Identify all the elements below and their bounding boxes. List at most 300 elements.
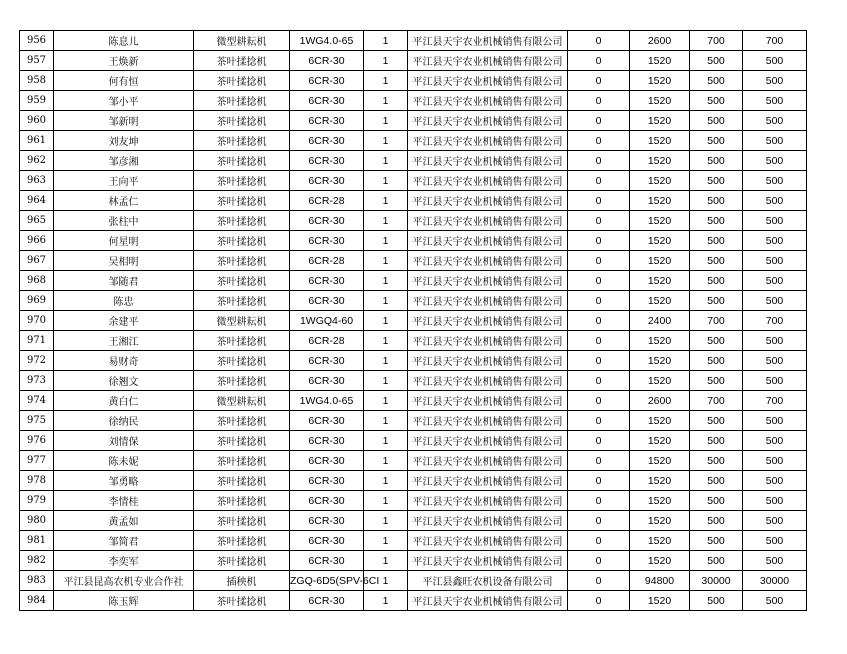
model-cell: 6CR-28 bbox=[290, 191, 364, 211]
quantity-cell: 1 bbox=[364, 31, 408, 51]
subsidy-cell: 500 bbox=[690, 551, 743, 571]
table-row bbox=[20, 91, 807, 111]
machine-type-cell: 茶叶揉捻机 bbox=[194, 191, 290, 211]
name-cell: 吴相明 bbox=[54, 251, 194, 271]
model-cell: 6CR-30 bbox=[290, 591, 364, 611]
dealer-cell: 平江县鑫旺农机设备有限公司 bbox=[408, 571, 568, 591]
price-cell: 1520 bbox=[630, 271, 690, 291]
machine-type-cell: 茶叶揉捻机 bbox=[194, 231, 290, 251]
quantity-cell: 1 bbox=[364, 111, 408, 131]
model-cell: 6CR-30 bbox=[290, 551, 364, 571]
quantity-cell: 1 bbox=[364, 171, 408, 191]
dealer-cell: 平江县天宇农业机械销售有限公司 bbox=[408, 171, 568, 191]
machine-type-cell: 微型耕耘机 bbox=[194, 31, 290, 51]
amount-cell: 0 bbox=[568, 511, 630, 531]
row-number: 979 bbox=[20, 491, 54, 511]
total-subsidy-cell: 500 bbox=[743, 531, 807, 551]
table-row bbox=[20, 591, 807, 611]
dealer-cell: 平江县天宇农业机械销售有限公司 bbox=[408, 411, 568, 431]
name-cell: 徐翘文 bbox=[54, 371, 194, 391]
dealer-cell: 平江县天宇农业机械销售有限公司 bbox=[408, 131, 568, 151]
quantity-cell: 1 bbox=[364, 571, 408, 591]
model-cell: 6CR-30 bbox=[290, 291, 364, 311]
amount-cell: 0 bbox=[568, 491, 630, 511]
quantity-cell: 1 bbox=[364, 471, 408, 491]
name-cell: 王焕新 bbox=[54, 51, 194, 71]
subsidy-cell: 500 bbox=[690, 511, 743, 531]
subsidy-cell: 700 bbox=[690, 391, 743, 411]
dealer-cell: 平江县天宇农业机械销售有限公司 bbox=[408, 451, 568, 471]
subsidy-cell: 500 bbox=[690, 191, 743, 211]
model-cell: 6CR-28 bbox=[290, 331, 364, 351]
table-row bbox=[20, 191, 807, 211]
total-subsidy-cell: 500 bbox=[743, 71, 807, 91]
price-cell: 2600 bbox=[630, 391, 690, 411]
price-cell: 1520 bbox=[630, 91, 690, 111]
price-cell: 1520 bbox=[630, 291, 690, 311]
amount-cell: 0 bbox=[568, 391, 630, 411]
quantity-cell: 1 bbox=[364, 211, 408, 231]
row-number: 970 bbox=[20, 311, 54, 331]
amount-cell: 0 bbox=[568, 171, 630, 191]
row-number: 956 bbox=[20, 31, 54, 51]
machine-type-cell: 茶叶揉捻机 bbox=[194, 51, 290, 71]
table-row bbox=[20, 371, 807, 391]
row-number: 975 bbox=[20, 411, 54, 431]
dealer-cell: 平江县天宇农业机械销售有限公司 bbox=[408, 211, 568, 231]
machine-type-cell: 微型耕耘机 bbox=[194, 391, 290, 411]
machine-type-cell: 茶叶揉捻机 bbox=[194, 431, 290, 451]
amount-cell: 0 bbox=[568, 531, 630, 551]
dealer-cell: 平江县天宇农业机械销售有限公司 bbox=[408, 431, 568, 451]
dealer-cell: 平江县天宇农业机械销售有限公司 bbox=[408, 271, 568, 291]
dealer-cell: 平江县天宇农业机械销售有限公司 bbox=[408, 551, 568, 571]
dealer-cell: 平江县天宇农业机械销售有限公司 bbox=[408, 391, 568, 411]
price-cell: 1520 bbox=[630, 431, 690, 451]
name-cell: 邹新明 bbox=[54, 111, 194, 131]
model-cell: 6CR-30 bbox=[290, 351, 364, 371]
dealer-cell: 平江县天宇农业机械销售有限公司 bbox=[408, 71, 568, 91]
price-cell: 94800 bbox=[630, 571, 690, 591]
machine-type-cell: 茶叶揉捻机 bbox=[194, 151, 290, 171]
total-subsidy-cell: 500 bbox=[743, 211, 807, 231]
model-cell: 6CR-30 bbox=[290, 131, 364, 151]
quantity-cell: 1 bbox=[364, 351, 408, 371]
model-cell: 6CR-30 bbox=[290, 71, 364, 91]
model-cell: 6CR-30 bbox=[290, 151, 364, 171]
row-number: 958 bbox=[20, 71, 54, 91]
subsidy-cell: 500 bbox=[690, 111, 743, 131]
machine-type-cell: 茶叶揉捻机 bbox=[194, 531, 290, 551]
subsidy-cell: 700 bbox=[690, 311, 743, 331]
model-cell: 6CR-30 bbox=[290, 371, 364, 391]
name-cell: 易财奇 bbox=[54, 351, 194, 371]
price-cell: 1520 bbox=[630, 371, 690, 391]
machine-type-cell: 茶叶揉捻机 bbox=[194, 291, 290, 311]
table-row bbox=[20, 151, 807, 171]
row-number: 980 bbox=[20, 511, 54, 531]
table-row bbox=[20, 51, 807, 71]
machine-type-cell: 茶叶揉捻机 bbox=[194, 591, 290, 611]
machine-type-cell: 茶叶揉捻机 bbox=[194, 111, 290, 131]
row-number: 957 bbox=[20, 51, 54, 71]
name-cell: 邹随君 bbox=[54, 271, 194, 291]
table-row bbox=[20, 111, 807, 131]
dealer-cell: 平江县天宇农业机械销售有限公司 bbox=[408, 291, 568, 311]
model-cell: 6CR-30 bbox=[290, 111, 364, 131]
table-row bbox=[20, 411, 807, 431]
price-cell: 1520 bbox=[630, 551, 690, 571]
name-cell: 平江县昆高农机专业合作社 bbox=[54, 571, 194, 591]
quantity-cell: 1 bbox=[364, 91, 408, 111]
machine-type-cell: 茶叶揉捻机 bbox=[194, 351, 290, 371]
amount-cell: 0 bbox=[568, 371, 630, 391]
dealer-cell: 平江县天宇农业机械销售有限公司 bbox=[408, 511, 568, 531]
quantity-cell: 1 bbox=[364, 531, 408, 551]
model-cell: 6CR-30 bbox=[290, 271, 364, 291]
total-subsidy-cell: 700 bbox=[743, 311, 807, 331]
table-row bbox=[20, 231, 807, 251]
row-number: 959 bbox=[20, 91, 54, 111]
subsidy-cell: 500 bbox=[690, 171, 743, 191]
subsidy-cell: 500 bbox=[690, 591, 743, 611]
amount-cell: 0 bbox=[568, 91, 630, 111]
subsidy-cell: 500 bbox=[690, 251, 743, 271]
row-number: 962 bbox=[20, 151, 54, 171]
model-cell: 6CR-30 bbox=[290, 471, 364, 491]
subsidy-cell: 500 bbox=[690, 351, 743, 371]
row-number: 960 bbox=[20, 111, 54, 131]
total-subsidy-cell: 500 bbox=[743, 511, 807, 531]
amount-cell: 0 bbox=[568, 131, 630, 151]
price-cell: 1520 bbox=[630, 231, 690, 251]
quantity-cell: 1 bbox=[364, 231, 408, 251]
total-subsidy-cell: 500 bbox=[743, 591, 807, 611]
quantity-cell: 1 bbox=[364, 511, 408, 531]
subsidy-cell: 500 bbox=[690, 491, 743, 511]
dealer-cell: 平江县天宇农业机械销售有限公司 bbox=[408, 111, 568, 131]
quantity-cell: 1 bbox=[364, 371, 408, 391]
price-cell: 1520 bbox=[630, 211, 690, 231]
subsidy-cell: 500 bbox=[690, 51, 743, 71]
machine-type-cell: 茶叶揉捻机 bbox=[194, 171, 290, 191]
row-number: 984 bbox=[20, 591, 54, 611]
price-cell: 1520 bbox=[630, 591, 690, 611]
model-cell: 6CR-30 bbox=[290, 211, 364, 231]
model-cell: 6CR-30 bbox=[290, 491, 364, 511]
dealer-cell: 平江县天宇农业机械销售有限公司 bbox=[408, 351, 568, 371]
quantity-cell: 1 bbox=[364, 391, 408, 411]
model-cell: 6CR-30 bbox=[290, 531, 364, 551]
price-cell: 1520 bbox=[630, 471, 690, 491]
row-number: 982 bbox=[20, 551, 54, 571]
price-cell: 1520 bbox=[630, 491, 690, 511]
row-number: 973 bbox=[20, 371, 54, 391]
total-subsidy-cell: 500 bbox=[743, 171, 807, 191]
machine-type-cell: 茶叶揉捻机 bbox=[194, 211, 290, 231]
machine-type-cell: 茶叶揉捻机 bbox=[194, 371, 290, 391]
subsidy-cell: 30000 bbox=[690, 571, 743, 591]
total-subsidy-cell: 500 bbox=[743, 51, 807, 71]
name-cell: 邹勇略 bbox=[54, 471, 194, 491]
name-cell: 邹简君 bbox=[54, 531, 194, 551]
subsidy-cell: 500 bbox=[690, 271, 743, 291]
machine-type-cell: 茶叶揉捻机 bbox=[194, 511, 290, 531]
subsidy-cell: 500 bbox=[690, 471, 743, 491]
dealer-cell: 平江县天宇农业机械销售有限公司 bbox=[408, 331, 568, 351]
price-cell: 1520 bbox=[630, 251, 690, 271]
total-subsidy-cell: 500 bbox=[743, 151, 807, 171]
quantity-cell: 1 bbox=[364, 51, 408, 71]
total-subsidy-cell: 500 bbox=[743, 451, 807, 471]
quantity-cell: 1 bbox=[364, 191, 408, 211]
subsidy-cell: 500 bbox=[690, 231, 743, 251]
table-row bbox=[20, 271, 807, 291]
price-cell: 1520 bbox=[630, 171, 690, 191]
quantity-cell: 1 bbox=[364, 151, 408, 171]
total-subsidy-cell: 500 bbox=[743, 471, 807, 491]
price-cell: 1520 bbox=[630, 191, 690, 211]
machine-type-cell: 茶叶揉捻机 bbox=[194, 451, 290, 471]
model-cell: 6CR-30 bbox=[290, 431, 364, 451]
amount-cell: 0 bbox=[568, 431, 630, 451]
subsidy-cell: 500 bbox=[690, 531, 743, 551]
total-subsidy-cell: 700 bbox=[743, 391, 807, 411]
row-number: 965 bbox=[20, 211, 54, 231]
price-cell: 1520 bbox=[630, 151, 690, 171]
name-cell: 邹小平 bbox=[54, 91, 194, 111]
table-row bbox=[20, 531, 807, 551]
subsidy-cell: 500 bbox=[690, 371, 743, 391]
total-subsidy-cell: 500 bbox=[743, 111, 807, 131]
dealer-cell: 平江县天宇农业机械销售有限公司 bbox=[408, 31, 568, 51]
subsidy-cell: 700 bbox=[690, 31, 743, 51]
table-row bbox=[20, 131, 807, 151]
dealer-cell: 平江县天宇农业机械销售有限公司 bbox=[408, 91, 568, 111]
dealer-cell: 平江县天宇农业机械销售有限公司 bbox=[408, 371, 568, 391]
dealer-cell: 平江县天宇农业机械销售有限公司 bbox=[408, 231, 568, 251]
total-subsidy-cell: 500 bbox=[743, 231, 807, 251]
row-number: 964 bbox=[20, 191, 54, 211]
amount-cell: 0 bbox=[568, 231, 630, 251]
table-row bbox=[20, 31, 807, 51]
name-cell: 黄孟如 bbox=[54, 511, 194, 531]
row-number: 983 bbox=[20, 571, 54, 591]
amount-cell: 0 bbox=[568, 351, 630, 371]
machine-type-cell: 微型耕耘机 bbox=[194, 311, 290, 331]
price-cell: 1520 bbox=[630, 131, 690, 151]
subsidy-cell: 500 bbox=[690, 131, 743, 151]
total-subsidy-cell: 500 bbox=[743, 291, 807, 311]
table-row bbox=[20, 511, 807, 531]
subsidy-cell: 500 bbox=[690, 211, 743, 231]
dealer-cell: 平江县天宇农业机械销售有限公司 bbox=[408, 251, 568, 271]
amount-cell: 0 bbox=[568, 591, 630, 611]
row-number: 974 bbox=[20, 391, 54, 411]
table-row bbox=[20, 571, 807, 591]
dealer-cell: 平江县天宇农业机械销售有限公司 bbox=[408, 191, 568, 211]
dealer-cell: 平江县天宇农业机械销售有限公司 bbox=[408, 591, 568, 611]
quantity-cell: 1 bbox=[364, 491, 408, 511]
row-number: 967 bbox=[20, 251, 54, 271]
name-cell: 陈忠 bbox=[54, 291, 194, 311]
amount-cell: 0 bbox=[568, 111, 630, 131]
price-cell: 1520 bbox=[630, 411, 690, 431]
quantity-cell: 1 bbox=[364, 331, 408, 351]
dealer-cell: 平江县天宇农业机械销售有限公司 bbox=[408, 51, 568, 71]
amount-cell: 0 bbox=[568, 291, 630, 311]
model-cell: ZGQ-6D5(SPV-6CI bbox=[290, 571, 364, 591]
row-number: 966 bbox=[20, 231, 54, 251]
total-subsidy-cell: 500 bbox=[743, 91, 807, 111]
table-row bbox=[20, 451, 807, 471]
total-subsidy-cell: 500 bbox=[743, 131, 807, 151]
name-cell: 徐纳民 bbox=[54, 411, 194, 431]
total-subsidy-cell: 30000 bbox=[743, 571, 807, 591]
amount-cell: 0 bbox=[568, 571, 630, 591]
subsidy-cell: 500 bbox=[690, 431, 743, 451]
amount-cell: 0 bbox=[568, 451, 630, 471]
machine-type-cell: 茶叶揉捻机 bbox=[194, 271, 290, 291]
name-cell: 陈未妮 bbox=[54, 451, 194, 471]
name-cell: 何有恒 bbox=[54, 71, 194, 91]
machine-type-cell: 茶叶揉捻机 bbox=[194, 91, 290, 111]
amount-cell: 0 bbox=[568, 151, 630, 171]
table-row bbox=[20, 491, 807, 511]
total-subsidy-cell: 500 bbox=[743, 371, 807, 391]
subsidy-cell: 500 bbox=[690, 411, 743, 431]
quantity-cell: 1 bbox=[364, 291, 408, 311]
total-subsidy-cell: 700 bbox=[743, 31, 807, 51]
quantity-cell: 1 bbox=[364, 251, 408, 271]
price-cell: 1520 bbox=[630, 351, 690, 371]
name-cell: 何星明 bbox=[54, 231, 194, 251]
total-subsidy-cell: 500 bbox=[743, 331, 807, 351]
table-row bbox=[20, 171, 807, 191]
row-number: 976 bbox=[20, 431, 54, 451]
price-cell: 1520 bbox=[630, 111, 690, 131]
total-subsidy-cell: 500 bbox=[743, 351, 807, 371]
model-cell: 6CR-30 bbox=[290, 411, 364, 431]
subsidy-cell: 500 bbox=[690, 331, 743, 351]
dealer-cell: 平江县天宇农业机械销售有限公司 bbox=[408, 311, 568, 331]
amount-cell: 0 bbox=[568, 311, 630, 331]
machine-type-cell: 茶叶揉捻机 bbox=[194, 71, 290, 91]
name-cell: 李情桂 bbox=[54, 491, 194, 511]
machine-type-cell: 茶叶揉捻机 bbox=[194, 411, 290, 431]
machine-type-cell: 茶叶揉捻机 bbox=[194, 251, 290, 271]
row-number: 978 bbox=[20, 471, 54, 491]
price-cell: 1520 bbox=[630, 511, 690, 531]
name-cell: 林孟仁 bbox=[54, 191, 194, 211]
total-subsidy-cell: 500 bbox=[743, 251, 807, 271]
quantity-cell: 1 bbox=[364, 431, 408, 451]
quantity-cell: 1 bbox=[364, 591, 408, 611]
total-subsidy-cell: 500 bbox=[743, 271, 807, 291]
table-row bbox=[20, 331, 807, 351]
amount-cell: 0 bbox=[568, 251, 630, 271]
amount-cell: 0 bbox=[568, 331, 630, 351]
amount-cell: 0 bbox=[568, 551, 630, 571]
amount-cell: 0 bbox=[568, 211, 630, 231]
price-cell: 2400 bbox=[630, 311, 690, 331]
total-subsidy-cell: 500 bbox=[743, 431, 807, 451]
name-cell: 李奕军 bbox=[54, 551, 194, 571]
table-row bbox=[20, 471, 807, 491]
name-cell: 张柱中 bbox=[54, 211, 194, 231]
name-cell: 刘情保 bbox=[54, 431, 194, 451]
model-cell: 6CR-30 bbox=[290, 91, 364, 111]
table-row bbox=[20, 291, 807, 311]
subsidy-cell: 500 bbox=[690, 71, 743, 91]
dealer-cell: 平江县天宇农业机械销售有限公司 bbox=[408, 151, 568, 171]
subsidy-cell: 500 bbox=[690, 151, 743, 171]
quantity-cell: 1 bbox=[364, 131, 408, 151]
model-cell: 6CR-30 bbox=[290, 511, 364, 531]
amount-cell: 0 bbox=[568, 471, 630, 491]
name-cell: 陈息儿 bbox=[54, 31, 194, 51]
total-subsidy-cell: 500 bbox=[743, 551, 807, 571]
table-row bbox=[20, 551, 807, 571]
machine-type-cell: 茶叶揉捻机 bbox=[194, 331, 290, 351]
row-number: 961 bbox=[20, 131, 54, 151]
price-cell: 1520 bbox=[630, 51, 690, 71]
dealer-cell: 平江县天宇农业机械销售有限公司 bbox=[408, 471, 568, 491]
model-cell: 6CR-30 bbox=[290, 451, 364, 471]
table-row bbox=[20, 311, 807, 331]
name-cell: 刘友坤 bbox=[54, 131, 194, 151]
quantity-cell: 1 bbox=[364, 71, 408, 91]
table-row bbox=[20, 71, 807, 91]
model-cell: 6CR-30 bbox=[290, 171, 364, 191]
name-cell: 黄白仁 bbox=[54, 391, 194, 411]
row-number: 971 bbox=[20, 331, 54, 351]
row-number: 972 bbox=[20, 351, 54, 371]
model-cell: 1WG4.0-65 bbox=[290, 31, 364, 51]
machine-type-cell: 茶叶揉捻机 bbox=[194, 491, 290, 511]
machine-type-cell: 插秧机 bbox=[194, 571, 290, 591]
model-cell: 1WGQ4-60 bbox=[290, 311, 364, 331]
amount-cell: 0 bbox=[568, 271, 630, 291]
model-cell: 6CR-30 bbox=[290, 231, 364, 251]
amount-cell: 0 bbox=[568, 71, 630, 91]
amount-cell: 0 bbox=[568, 51, 630, 71]
table-row bbox=[20, 431, 807, 451]
price-cell: 1520 bbox=[630, 331, 690, 351]
amount-cell: 0 bbox=[568, 411, 630, 431]
table-row bbox=[20, 391, 807, 411]
name-cell: 陈玉辉 bbox=[54, 591, 194, 611]
subsidy-cell: 500 bbox=[690, 291, 743, 311]
model-cell: 6CR-28 bbox=[290, 251, 364, 271]
subsidy-cell: 500 bbox=[690, 451, 743, 471]
amount-cell: 0 bbox=[568, 191, 630, 211]
price-cell: 1520 bbox=[630, 531, 690, 551]
dealer-cell: 平江县天宇农业机械销售有限公司 bbox=[408, 491, 568, 511]
quantity-cell: 1 bbox=[364, 271, 408, 291]
name-cell: 邹彦湘 bbox=[54, 151, 194, 171]
model-cell: 1WG4.0-65 bbox=[290, 391, 364, 411]
name-cell: 余建平 bbox=[54, 311, 194, 331]
row-number: 977 bbox=[20, 451, 54, 471]
price-cell: 2600 bbox=[630, 31, 690, 51]
row-number: 981 bbox=[20, 531, 54, 551]
name-cell: 王向平 bbox=[54, 171, 194, 191]
machine-type-cell: 茶叶揉捻机 bbox=[194, 131, 290, 151]
total-subsidy-cell: 500 bbox=[743, 191, 807, 211]
model-cell: 6CR-30 bbox=[290, 51, 364, 71]
table-body bbox=[20, 31, 807, 611]
